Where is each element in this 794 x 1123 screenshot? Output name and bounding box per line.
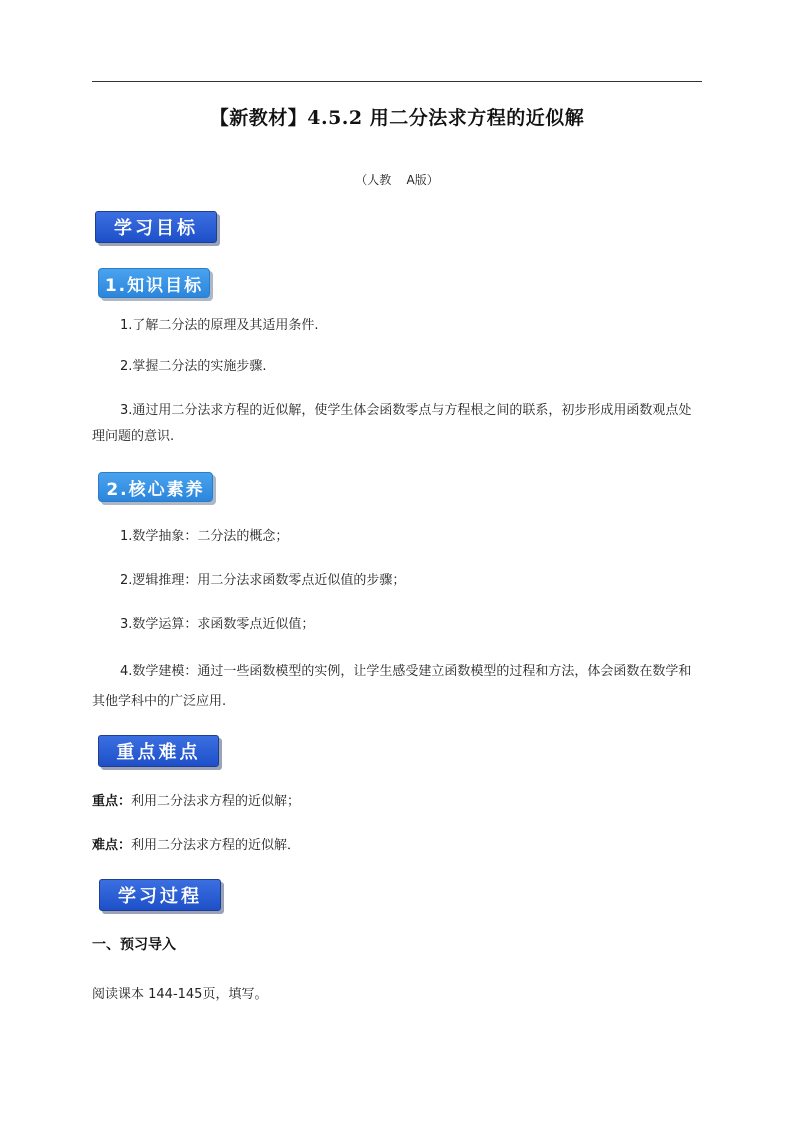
key-point-label: 重点： xyxy=(92,794,132,809)
core-literacy-heading: 2.核心素养 xyxy=(98,472,213,502)
core-literacy-item: 1.数学抽象：二分法的概念； xyxy=(120,529,289,544)
difficulty-line xyxy=(92,836,300,856)
study-goals-banner: 学习目标 xyxy=(95,211,217,243)
key-points-banner: 重点难点 xyxy=(98,735,219,767)
header-rule xyxy=(92,81,702,82)
knowledge-goal-item: 1.了解二分法的原理及其适用条件. xyxy=(120,318,319,333)
difficulty-text: 利用二分法求方程的近似解． xyxy=(131,838,301,853)
section-title: 一、预习导入 xyxy=(92,937,176,953)
core-literacy-item: 4.数学建模：通过一些函数模型的实例，让学生感受建立函数模型的过程和方法，体会函数在数学和其他学科中的广泛应用. xyxy=(92,664,692,709)
reading-instruction: 阅读课本 144-145页，填写。 xyxy=(92,987,268,1002)
core-literacy-item: 2.逻辑推理：用二分法求函数零点近似值的步骤； xyxy=(120,573,406,588)
core-literacy-item: 3.数学运算：求函数零点近似值； xyxy=(120,617,315,632)
knowledge-goals-heading: 1.知识目标 xyxy=(98,268,210,298)
study-process-banner: 学习过程 xyxy=(99,879,221,911)
key-point-line xyxy=(92,792,300,812)
knowledge-goal-item: 2.掌握二分法的实施步骤. xyxy=(120,359,267,374)
difficulty-label: 难点： xyxy=(92,838,132,853)
document-title: 【新教材】4.5.2 用二分法求方程的近似解 xyxy=(209,107,585,129)
knowledge-goal-item: 3.通过用二分法求方程的近似解，使学生体会函数零点与方程根之间的联系，初步形成用函数观点处理问题的意识. xyxy=(92,403,692,444)
edition-note: （人教 A版） xyxy=(355,173,439,187)
key-point-text: 利用二分法求方程的近似解； xyxy=(131,794,301,809)
